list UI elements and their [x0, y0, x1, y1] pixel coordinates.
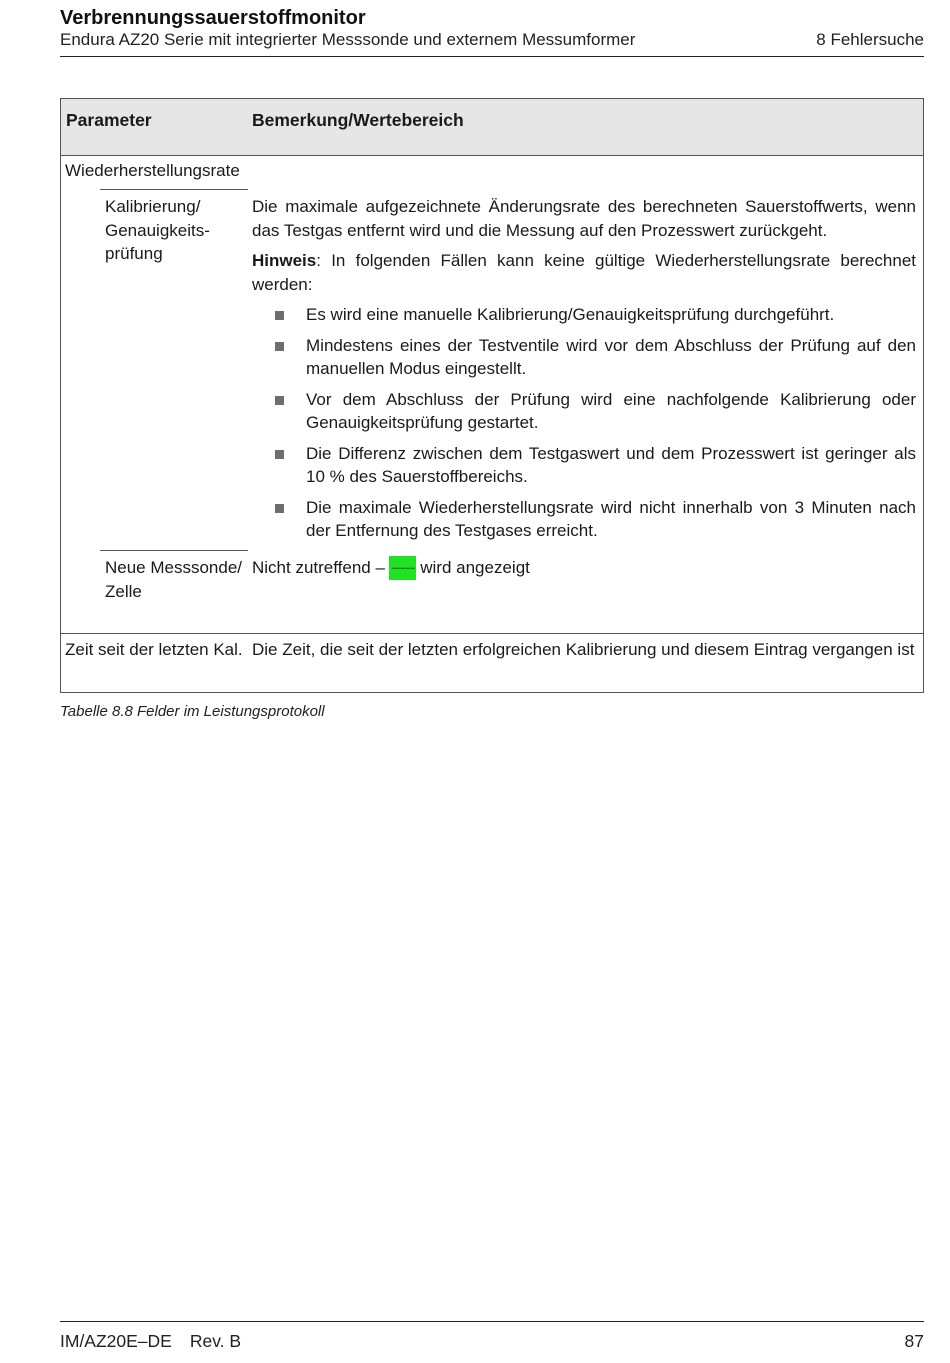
header-subrow	[60, 30, 924, 50]
document-title: Verbrennungssauerstoffmonitor	[60, 7, 366, 29]
table-header	[61, 99, 923, 156]
list-item: Mindestens eines der Testventile wird vor dem Abschluss der Prüfung auf den manuellen Modus eingestellt.	[252, 334, 916, 381]
note-text: : In folgenden Fällen kann keine gültige Wiederherstellungsrate berechnet werden:	[252, 251, 916, 294]
fields-table	[60, 98, 924, 693]
page-header	[60, 6, 924, 50]
page-number: 87	[904, 1331, 924, 1351]
doc-id: IM/AZ20E–DE	[60, 1331, 172, 1351]
list-item: Es wird eine manuelle Kalibrierung/Genauigkeitsprüfung durchgeführt.	[252, 303, 916, 327]
document-subtitle: Endura AZ20 Serie mit integrierter Messsonde und externem Messumformer	[60, 30, 636, 49]
page-footer	[60, 1331, 924, 1352]
sub-parameter-calibration: Kalibrierung/ Genauigkeits- prüfung	[105, 197, 210, 263]
column-header-remark: Bemerkung/Wertebereich	[252, 110, 464, 130]
sub-parameter-new-probe: Neue Messsonde/ Zelle	[105, 558, 243, 601]
square-bullet-icon	[275, 342, 284, 351]
list-item: Die maximale Wiederherstellungsrate wird nicht innerhalb von 3 Minuten nach der Entfernung des Testgases erreicht.	[252, 496, 916, 543]
highlighted-dashes: -----	[389, 556, 416, 580]
parameter-time-since-cal: Zeit seit der letzten Kal.	[65, 640, 243, 659]
square-bullet-icon	[275, 311, 284, 320]
group-label-recovery-rate: Wiederherstellungsrate	[65, 161, 240, 180]
calibration-note	[252, 249, 916, 296]
header-divider	[60, 56, 924, 57]
table-caption: Tabelle 8.8 Felder im Leistungsprotokoll	[60, 703, 325, 720]
subrow-divider	[100, 189, 248, 190]
new-probe-description: Nicht zutreffend – ----- wird angezeigt	[252, 556, 916, 580]
square-bullet-icon	[275, 450, 284, 459]
calibration-description: Die maximale aufgezeichnete Änderungsrate des berechneten Sauerstoffwerts, wenn das Testgas entfernt wird und die Messung auf den Prozesswert zurückgeht.	[252, 197, 916, 240]
footer-divider	[60, 1321, 924, 1322]
section-label: 8 Fehlersuche	[816, 30, 924, 49]
list-item: Vor dem Abschluss der Prüfung wird eine nachfolgende Kalibrierung oder Genauigkeitsprüfung gestartet.	[252, 388, 916, 435]
note-bullet-list	[252, 303, 916, 550]
column-header-parameter: Parameter	[66, 110, 152, 130]
time-since-cal-description: Die Zeit, die seit der letzten erfolgreichen Kalibrierung und diesem Eintrag vergangen ist	[252, 640, 915, 659]
revision: Rev. B	[189, 1331, 242, 1351]
square-bullet-icon	[275, 396, 284, 405]
subrow-divider	[100, 550, 248, 551]
list-item: Die Differenz zwischen dem Testgaswert und dem Prozesswert ist geringer als 10 % des Sauerstoffbereichs.	[252, 442, 916, 489]
note-label: Hinweis	[252, 251, 317, 270]
footer-doc-info	[60, 1331, 241, 1352]
row-divider	[61, 633, 923, 634]
square-bullet-icon	[275, 504, 284, 513]
